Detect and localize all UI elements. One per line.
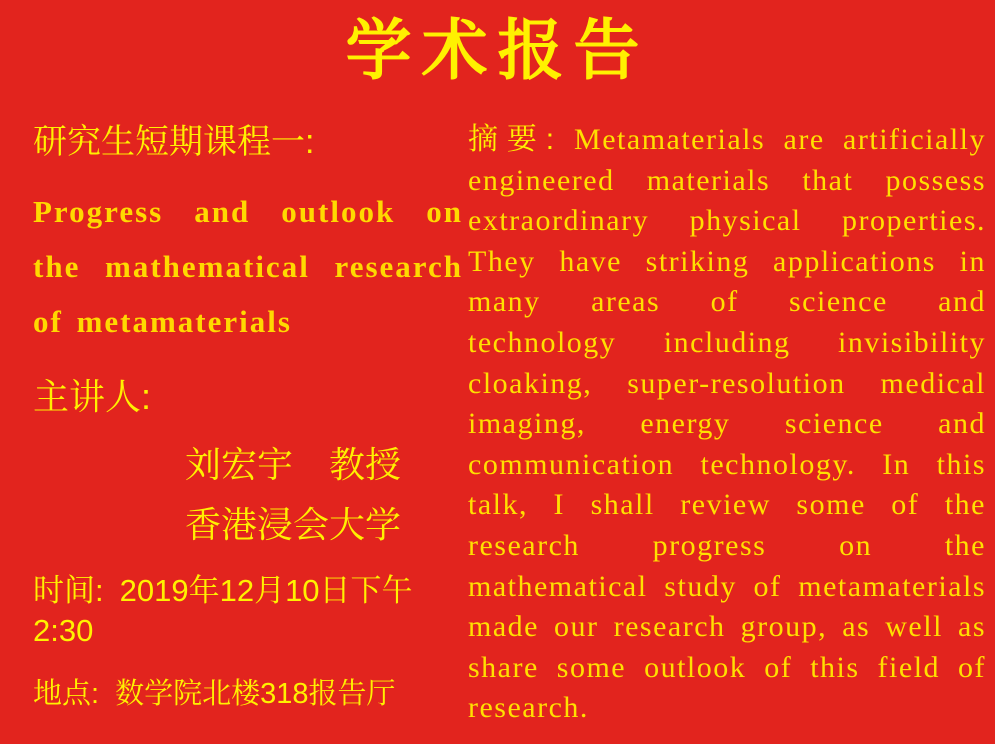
time-value: 2019年12月10日下午2:30 xyxy=(33,573,413,648)
abstract-text: Metamaterials are artificially engineered materials that possess extraordinary physical properties. They have striking applications in many areas of science and technology including invisibility cloaking, super-resolution medical imaging, energy science and communication technology. In this talk, I shall review some of the research progress on the mathematical study of metamaterials made our research group, as well as share some outlook of this field of research. xyxy=(468,123,986,725)
course-series-label: 研究生短期课程一: xyxy=(33,123,315,161)
speaker-affiliation: 香港浸会大学 xyxy=(185,504,402,545)
left-column xyxy=(33,122,463,713)
speaker-name: 刘宏宇 教授 xyxy=(185,444,402,485)
course-title-english: Progress and outlook on the mathematical research of metamaterials xyxy=(33,194,463,339)
time-label: 时间: xyxy=(33,573,104,608)
venue-row xyxy=(33,675,463,713)
abstract-column xyxy=(468,120,986,729)
venue-label: 地点: xyxy=(33,678,100,710)
abstract-label: 摘要: xyxy=(468,123,556,156)
time-row xyxy=(33,571,463,651)
abstract-paragraph xyxy=(468,120,986,729)
poster-title: 学术报告 xyxy=(345,13,650,87)
speaker-label: 主讲人: xyxy=(33,376,152,417)
venue-value: 数学院北楼318报告厅 xyxy=(115,678,396,710)
